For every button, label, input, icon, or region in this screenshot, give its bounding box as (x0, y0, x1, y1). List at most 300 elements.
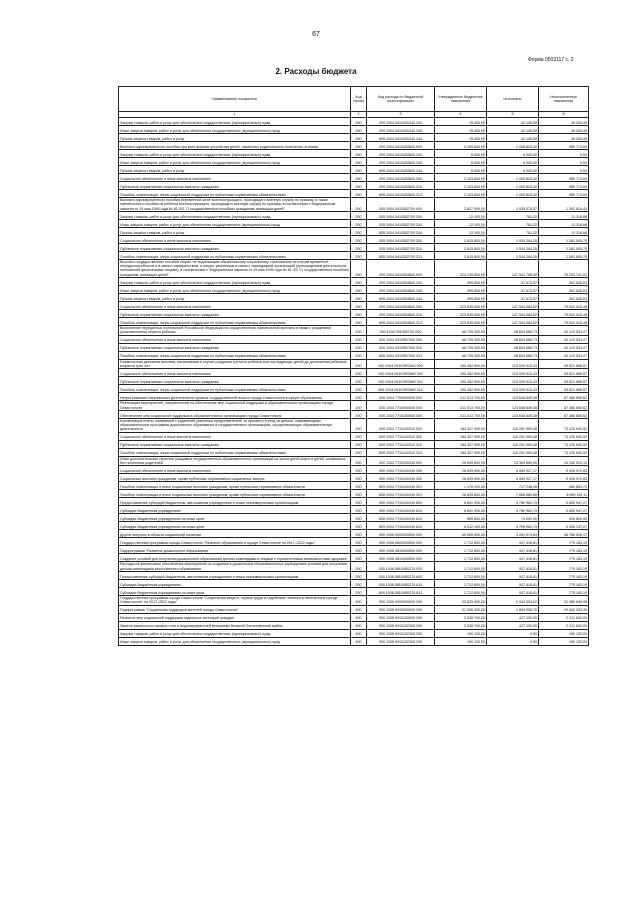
table-row (119, 514, 589, 522)
cell-approved: 12 100,00 (435, 227, 487, 235)
cell-code: 000 1004 0910353800 200 (367, 278, 435, 286)
cell-executed: 1 202 825,40 (487, 174, 539, 182)
table-row (119, 326, 589, 336)
table-row (119, 158, 589, 166)
cell-executed: 147 904 084,52 (487, 318, 539, 326)
cell-executed: 937 416,81 (487, 554, 539, 562)
cell-approved: 8 601 900,00 (435, 498, 487, 506)
cell-approved: 1 178 100,00 (435, 482, 487, 490)
cell-executed: 1 534 294,25 (487, 243, 539, 251)
cell-line: 200 (351, 498, 367, 506)
cell-approved: 1 712 600,00 (435, 562, 487, 572)
cell-name: Иные закупки товаров, работ и услуг для обеспечения государственных (муниципальных) нужд (119, 219, 351, 227)
cell-executed: 123 646 849,38 (487, 410, 539, 418)
cell-name: Пособия, компенсации и иные социальные выплаты гражданам, кроме публичных нормативных обязательств (119, 490, 351, 498)
cell-approved: 211 013 700,00 (435, 393, 487, 401)
cell-name: Иные закупки товаров, работ и услуг для обеспечения государственных (муниципальных) нужд (119, 126, 351, 134)
cell-line: 200 (351, 198, 367, 212)
cell-approved: 223 836 000,00 (435, 310, 487, 318)
cell-executed: 7 866 680,89 (487, 490, 539, 498)
table-row (119, 546, 589, 554)
cell-name: Пособия, компенсации, меры социальной поддержки по публичным нормативным обязательствам (119, 351, 351, 359)
cell-executed: 937 416,81 (487, 587, 539, 595)
cell-name: Реализация мероприятий, направленных на обеспечение мер социальной поддержки в образовательных организациях города Севастополя (119, 401, 351, 411)
cell-remaining: 36 786 026,17 (539, 530, 589, 538)
header-line: Код строки (351, 87, 367, 112)
cell-name: Развитие мер социальной поддержки отдельных категорий граждан (119, 613, 351, 621)
cell-approved: 68 725 200,00 (435, 326, 487, 336)
cell-executed: 427 100,00 (487, 621, 539, 629)
cell-approved: 211 013 700,00 (435, 401, 487, 411)
cell-remaining: 190 100,00 (539, 637, 589, 645)
cell-executed: 123 930 913,43 (487, 385, 539, 393)
table-row (119, 211, 589, 219)
cell-code: 000 1004 0910352700 000 (367, 198, 435, 212)
cell-code: 000 1004 7710100000 000 (367, 410, 435, 418)
cell-line: 200 (351, 629, 367, 637)
cell-remaining: 8 959 119,11 (539, 490, 589, 498)
cell-code: 000 1004 0910300343 200 (367, 118, 435, 126)
cell-line: 200 (351, 211, 367, 219)
cell-line: 200 (351, 335, 367, 343)
cell-executed: 42 149,55 (487, 118, 539, 126)
cell-code: 000 1004 0910353800 240 (367, 286, 435, 294)
cell-code: 000 1004 0910352600 240 (367, 158, 435, 166)
cell-name: Прочая закупка товаров, работ и услуг (119, 134, 351, 142)
cell-executed: 0,00 (487, 637, 539, 645)
cell-line: 200 (351, 235, 367, 243)
cell-executed: 781,32 (487, 227, 539, 235)
header-code: Код расхода по бюджетной классификации (367, 87, 435, 112)
cell-name: Выплата единовременного пособия беременной жене военнослужащего, проходящего военную службу по призыву, а также ежемесячного пособия на ребенка военнослужащего, проходящего военную службу по призыву, в соответствии с Федеральным законом от 19 мая 1995 года № 81-ФЗ "О государственных пособиях гражданам, имеющим детей" (119, 198, 351, 212)
cell-executed: 4 780 962,73 (487, 506, 539, 514)
cell-name: Пособия, компенсации, меры социальной поддержки по публичным нормативным обязательствам (119, 385, 351, 393)
table-row (119, 286, 589, 294)
cell-remaining: 11 318,68 (539, 211, 589, 219)
cell-approved: 33 825 400,00 (435, 595, 487, 605)
cell-executed: 6 000,00 (487, 158, 539, 166)
cell-name: Ежемесячная денежная выплата, назначаемая в случае рождения третьего ребенка или последующих детей до достижения ребенком возраста трех лет (119, 359, 351, 369)
table-row (119, 554, 589, 562)
cell-remaining: 13 240 910,10 (539, 456, 589, 466)
cell-name: Непрограммные направления деятельности органов государственной власти города Севастополя в сфере образования (119, 393, 351, 401)
cell-approved: 40 069 000,00 (435, 530, 487, 538)
cell-remaining: 950 774,60 (539, 190, 589, 198)
cell-line: 200 (351, 126, 367, 134)
cell-line: 200 (351, 571, 367, 579)
table-row (119, 190, 589, 198)
cell-line: 200 (351, 530, 367, 538)
cell-name: Прочая закупка товаров, работ и услуг (119, 294, 351, 302)
cell-code: 000 1004 09105573О 000 (367, 326, 435, 336)
cell-remaining: 950 774,60 (539, 174, 589, 182)
cell-code: 000 1004 0910300343 240 (367, 126, 435, 134)
cell-line: 200 (351, 538, 367, 546)
cell-code: 000 1006 0800000000 000 (367, 538, 435, 546)
cell-name: Прочая закупка товаров, работ и услуг (119, 166, 351, 174)
cell-line: 200 (351, 482, 367, 490)
cell-code: 000 1004 0910352700 300 (367, 235, 435, 243)
cell-name: Выполнение переданных полномочий Российской Федерации по осуществлению ежемесячной выплаты в связи с рождением (усыновлением) первого ребенка (119, 326, 351, 336)
table-row (119, 530, 589, 538)
cell-code: 000 1004 0910352600 310 (367, 182, 435, 190)
cell-code: 000 1004 7710100340 320 (367, 474, 435, 482)
cell-remaining: 775 183,19 (539, 571, 589, 579)
table-row (119, 243, 589, 251)
cell-name: Социальное обеспечение и иные выплаты населению (119, 432, 351, 440)
cell-approved: 150 452 800,00 (435, 369, 487, 377)
cell-remaining: 0,00 (539, 166, 589, 174)
cell-code: 808 1004 7710100340 321 (367, 490, 435, 498)
cell-line: 200 (351, 637, 367, 645)
cell-name: Закупка товаров, работ и услуг для обеспечения государственных (муниципальных) нужд (119, 629, 351, 637)
cell-code: 855 1004 0910353800 313 (367, 318, 435, 326)
cell-approved: 2 153 600,00 (435, 182, 487, 190)
cell-executed: 937 416,81 (487, 562, 539, 572)
cell-executed: 937 416,81 (487, 546, 539, 554)
cell-line: 200 (351, 605, 367, 613)
cell-code: 000 1006 0000000000 000 (367, 530, 435, 538)
cell-name: Субсидии бюджетным учреждениям на иные цели (119, 522, 351, 530)
cell-line: 200 (351, 522, 367, 530)
cell-approved: 223 836 000,00 (435, 302, 487, 310)
table-row (119, 571, 589, 579)
cell-line: 200 (351, 595, 367, 605)
cell-executed: 110 281 959,48 (487, 432, 539, 440)
cell-line: 200 (351, 587, 367, 595)
cell-line: 200 (351, 369, 367, 377)
cell-remaining: 3 305 137,27 (539, 522, 589, 530)
col-index: 4 (435, 112, 487, 118)
cell-name: Публичные нормативные социальные выплаты гражданам (119, 343, 351, 351)
cell-line: 200 (351, 278, 367, 286)
cell-line: 200 (351, 219, 367, 227)
cell-line: 200 (351, 174, 367, 182)
cell-code: 855 1004 0910ЭR0840 313 (367, 385, 435, 393)
cell-approved: 12 100,00 (435, 211, 487, 219)
page-number: 67 (312, 31, 320, 38)
cell-code: 809 1004 7710100340 612 (367, 522, 435, 530)
cell-line: 200 (351, 418, 367, 432)
cell-line: 200 (351, 310, 367, 318)
cell-executed: 28 604 665,73 (487, 326, 539, 336)
cell-remaining: 26 521 886,57 (539, 377, 589, 385)
section-title: 2. Расходы бюджета (275, 67, 357, 76)
cell-code: 000 1006 0810400000 000 (367, 554, 435, 562)
cell-approved: 399 500,00 (435, 286, 487, 294)
table-row (119, 418, 589, 432)
cell-name: Выплата единовременного пособия при всех формах устройства детей, лишенных родительского попечения, в семью (119, 142, 351, 150)
cell-remaining: 87 366 850,62 (539, 401, 589, 411)
cell-remaining: 11 318,68 (539, 219, 589, 227)
cell-remaining: 75 931 915,48 (539, 310, 589, 318)
cell-code: 855 1004 0910352700 313 (367, 251, 435, 259)
table-row (119, 126, 589, 134)
cell-name: Замена зажиточных газовых плит и водонагревателей ветеранам Великой Отечественной войны (119, 621, 351, 629)
header-approved: Утвержденные бюджетные назначения (435, 87, 487, 112)
cell-approved: 6 000,00 (435, 150, 487, 158)
expenditure-table (118, 86, 589, 646)
cell-line: 200 (351, 351, 367, 359)
cell-code: 000 1004 0910ЭR0840 310 (367, 377, 435, 385)
table-row (119, 251, 589, 259)
table-row (119, 335, 589, 343)
table-row (119, 410, 589, 418)
cell-line: 200 (351, 134, 367, 142)
cell-name: Пособия, компенсации, меры социальной поддержки по публичным нормативным обязательствам (119, 190, 351, 198)
cell-line: 200 (351, 410, 367, 418)
cell-code: 000 1004 0910352700 200 (367, 211, 435, 219)
cell-remaining: 3 820 937,27 (539, 498, 589, 506)
cell-remaining: 2 011 600,00 (539, 613, 589, 621)
cell-line: 200 (351, 466, 367, 474)
cell-remaining: 775 183,19 (539, 554, 589, 562)
cell-executed: 123 930 913,43 (487, 369, 539, 377)
cell-executed: 28 604 665,73 (487, 335, 539, 343)
cell-code: 000 1004 0910ЭR0840 000 (367, 359, 435, 369)
cell-executed: 28 604 665,73 (487, 351, 539, 359)
cell-name: Закупка товаров, работ и услуг для обеспечения государственных (муниципальных) нужд (119, 118, 351, 126)
header-name: Наименование показателя (119, 87, 351, 112)
cell-name: Пособия, компенсации, меры социальной поддержки по публичным нормативным обязательствам (119, 318, 351, 326)
cell-name: Пособия, компенсации и иные социальные выплаты гражданам, кроме публичных нормативных обязательств (119, 482, 351, 490)
cell-approved: 2 615 800,00 (435, 243, 487, 251)
cell-remaining: 75 931 915,48 (539, 302, 589, 310)
cell-remaining: 0,00 (539, 150, 589, 158)
table-row (119, 613, 589, 621)
table-row (119, 142, 589, 150)
cell-approved: 68 725 200,00 (435, 335, 487, 343)
cell-code: 000 1004 0910353800 310 (367, 310, 435, 318)
cell-code: 000 1004 7710100310 000 (367, 418, 435, 432)
cell-code: 855 1004 0910557300 313 (367, 351, 435, 359)
cell-line: 200 (351, 318, 367, 326)
cell-code: 809 1004 7710100310 313 (367, 448, 435, 456)
cell-name: Социальное обеспечение и иные выплаты населению (119, 174, 351, 182)
table-row (119, 466, 589, 474)
cell-line: 200 (351, 150, 367, 158)
cell-approved: 78 400,00 (435, 118, 487, 126)
cell-remaining: 0,00 (539, 158, 589, 166)
cell-executed: 781,32 (487, 219, 539, 227)
cell-remaining: 26 521 886,57 (539, 369, 589, 377)
table-row (119, 506, 589, 514)
cell-remaining: 29 642 393,30 (539, 605, 589, 613)
cell-name: Обеспечение мер социальной поддержки в образовательных организациях города Севастополя (119, 410, 351, 418)
cell-executed: 6 000,00 (487, 166, 539, 174)
cell-approved: 223 836 000,00 (435, 318, 487, 326)
cell-line: 200 (351, 251, 367, 259)
cell-code: 855 1004 0910352600 244 (367, 166, 435, 174)
cell-name: Закупка товаров, работ и услуг для обеспечения государственных (муниципальных) нужд (119, 278, 351, 286)
cell-code: 000 1006 08104R0270 600 (367, 571, 435, 579)
table-row (119, 474, 589, 482)
table-row (119, 456, 589, 466)
cell-approved: 589 800,00 (435, 514, 487, 522)
cell-code: 000 1006 0910100000 000 (367, 613, 435, 621)
table-row (119, 498, 589, 506)
cell-executed: 8 583 927,17 (487, 474, 539, 482)
cell-line: 200 (351, 432, 367, 440)
cell-code: 000 1004 7710100340 600 (367, 498, 435, 506)
cell-approved: 184 407 900,00 (435, 448, 487, 456)
cell-name: Прочая закупка товаров, работ и услуг (119, 227, 351, 235)
cell-executed: 2 344 554,02 (487, 595, 539, 605)
cell-remaining: 40 120 534,27 (539, 343, 589, 351)
cell-remaining: 75 931 915,48 (539, 318, 589, 326)
table-row (119, 393, 589, 401)
cell-code: 000 1006 0910100306 200 (367, 629, 435, 637)
table-row (119, 166, 589, 174)
cell-remaining: 775 183,19 (539, 579, 589, 587)
cell-executed: 4 706 962,73 (487, 522, 539, 530)
cell-executed: 0,00 (487, 629, 539, 637)
table-row (119, 595, 589, 605)
cell-name: Иные дополнительные гарантии учащимся государственных образовательных организаций из числа детей-сирот и детей, оставшихся без попечения родителей (119, 456, 351, 466)
cell-approved: 2 615 800,00 (435, 235, 487, 243)
cell-line: 200 (351, 490, 367, 498)
cell-executed: 123 646 849,38 (487, 401, 539, 411)
cell-remaining: 2 011 600,00 (539, 621, 589, 629)
cell-executed: 110 281 959,48 (487, 418, 539, 432)
table-row (119, 637, 589, 645)
header-remaining: Неисполненные назначения (539, 87, 589, 112)
cell-executed: 13 364 889,90 (487, 456, 539, 466)
cell-remaining: 775 183,19 (539, 562, 589, 572)
cell-line: 200 (351, 440, 367, 448)
table-row (119, 587, 589, 595)
cell-line: 200 (351, 243, 367, 251)
cell-remaining: 1 092 824,43 (539, 198, 589, 212)
cell-approved: 2 438 700,00 (435, 613, 487, 621)
cell-code: 855 1004 0910300343 244 (367, 134, 435, 142)
cell-remaining: 87 366 850,62 (539, 393, 589, 401)
table-row (119, 174, 589, 182)
cell-approved: 211 013 700,00 (435, 410, 487, 418)
cell-approved: 18 003 900,00 (435, 474, 487, 482)
table-row (119, 343, 589, 351)
table-row (119, 318, 589, 326)
cell-approved: 399 500,00 (435, 294, 487, 302)
cell-executed: 37 673,97 (487, 294, 539, 302)
cell-name: Предоставление субсидий бюджетным, автономным учреждениям и иным некоммерческим организациям (119, 571, 351, 579)
table-row (119, 538, 589, 546)
cell-name: Иные закупки товаров, работ и услуг для обеспечения государственных (муниципальных) нужд (119, 637, 351, 645)
cell-code: 000 1006 08104R0270 000 (367, 562, 435, 572)
table-row (119, 482, 589, 490)
cell-executed: 1 535 075,57 (487, 198, 539, 212)
cell-approved: 184 407 900,00 (435, 432, 487, 440)
cell-name: Закупка товаров, работ и услуг для обеспечения государственных (муниципальных) нужд (119, 211, 351, 219)
cell-remaining: 515 800,00 (539, 514, 589, 522)
cell-approved: 68 725 200,00 (435, 351, 487, 359)
cell-code: 000 1006 0910100306 000 (367, 621, 435, 629)
cell-executed: 427 100,00 (487, 613, 539, 621)
cell-name: Предоставление субсидий бюджетным, автономным учреждениям и иным некоммерческим организациям (119, 498, 351, 506)
cell-code: 809 1004 7710100340 321 (367, 482, 435, 490)
table-row (119, 432, 589, 440)
cell-remaining: 74 125 940,52 (539, 440, 589, 448)
cell-name: Публичные нормативные социальные выплаты гражданам (119, 377, 351, 385)
cell-approved: 1 712 600,00 (435, 546, 487, 554)
table-row (119, 310, 589, 318)
col-index: 3 (367, 112, 435, 118)
cell-name: Выплата государственных пособий лицам, не подлежащим обязательному социальному страхованию на случай временной нетрудоспособности и в связи с материнством, и лицам, уволенным в связи с ликвидацией организаций (прекращением деятельности, полномочий физическими лицами), в соответствии с Федеральным законом от 19 мая 1995 года № 81-ФЗ "О государственных пособиях гражданам, имеющим детей" (120, 259, 349, 277)
cell-approved: 1 712 600,00 (435, 587, 487, 595)
table-row (119, 359, 589, 369)
cell-executed: 123 646 849,38 (487, 393, 539, 401)
cell-executed: 123 930 913,43 (487, 377, 539, 385)
cell-approved: 12 100,00 (435, 219, 487, 227)
cell-approved: 16 825 800,00 (435, 490, 487, 498)
cell-code: 000 1004 7710100340 610 (367, 506, 435, 514)
cell-code: 809 1006 08104R0270 612 (367, 587, 435, 595)
table-row (119, 377, 589, 385)
table-row (119, 448, 589, 456)
cell-code: 000 1004 0910353800 000 (367, 259, 435, 277)
cell-line: 200 (351, 579, 367, 587)
cell-approved: 399 500,00 (435, 278, 487, 286)
cell-executed: 110 281 959,48 (487, 440, 539, 448)
cell-remaining: 36 250,45 (539, 118, 589, 126)
cell-approved: 31 306 300,00 (435, 605, 487, 613)
cell-name: Субсидии бюджетным учреждениям на иные цели (119, 514, 351, 522)
cell-name: Пособия, компенсации, меры социальной поддержки по публичным нормативным обязательствам (119, 251, 351, 259)
table-row (119, 490, 589, 498)
cell-approved: 224 235 500,00 (435, 259, 487, 277)
table-row (119, 401, 589, 411)
cell-approved: 2 627 900,00 (435, 198, 487, 212)
cell-approved: 2 438 700,00 (435, 621, 487, 629)
cell-code: 000 1006 0910000000 000 (367, 605, 435, 613)
cell-executed: 37 673,97 (487, 278, 539, 286)
table-row (119, 134, 589, 142)
cell-code: 000 1004 7710100340 000 (367, 456, 435, 466)
cell-code: 000 1004 7710100340 300 (367, 466, 435, 474)
cell-code: 000 1006 0910100306 240 (367, 637, 435, 645)
cell-remaining: 775 183,19 (539, 587, 589, 595)
table-row (119, 302, 589, 310)
cell-approved: 68 725 200,00 (435, 343, 487, 351)
cell-name: Иные закупки товаров, работ и услуг для обеспечения государственных (муниципальных) нужд (119, 286, 351, 294)
cell-name: Социальное обеспечение и иные выплаты населению (119, 235, 351, 243)
cell-remaining: 76 293 741,51 (539, 259, 589, 277)
cell-approved: 184 407 900,00 (435, 418, 487, 432)
cell-line: 200 (351, 259, 367, 277)
cell-executed: 937 416,81 (487, 579, 539, 587)
table-row (119, 351, 589, 359)
cell-line: 200 (351, 506, 367, 514)
cell-remaining: 36 250,45 (539, 126, 589, 134)
cell-remaining: 11 318,68 (539, 227, 589, 235)
cell-code: 000 1004 7710000000 000 (367, 401, 435, 411)
table-row (119, 579, 589, 587)
cell-name: Субсидии бюджетным учреждениям (119, 579, 351, 587)
cell-approved: 1 712 600,00 (435, 579, 487, 587)
table-row (119, 522, 589, 530)
cell-code: 000 1004 7710100310 310 (367, 440, 435, 448)
cell-remaining: 1 081 505,75 (539, 235, 589, 243)
table-row (119, 369, 589, 377)
cell-remaining: 361 826,03 (539, 278, 589, 286)
cell-code: 855 1004 0910353800 244 (367, 294, 435, 302)
cell-name: Государственная программа города Севастополя "Развитие образования в городе Севастополе на 2017–2022 годы" (119, 538, 351, 546)
cell-name: Публичные нормативные социальные выплаты гражданам (119, 310, 351, 318)
cell-line: 200 (351, 554, 367, 562)
cell-executed: 37 673,97 (487, 286, 539, 294)
cell-line: 200 (351, 377, 367, 385)
cell-executed: 1 663 906,70 (487, 605, 539, 613)
